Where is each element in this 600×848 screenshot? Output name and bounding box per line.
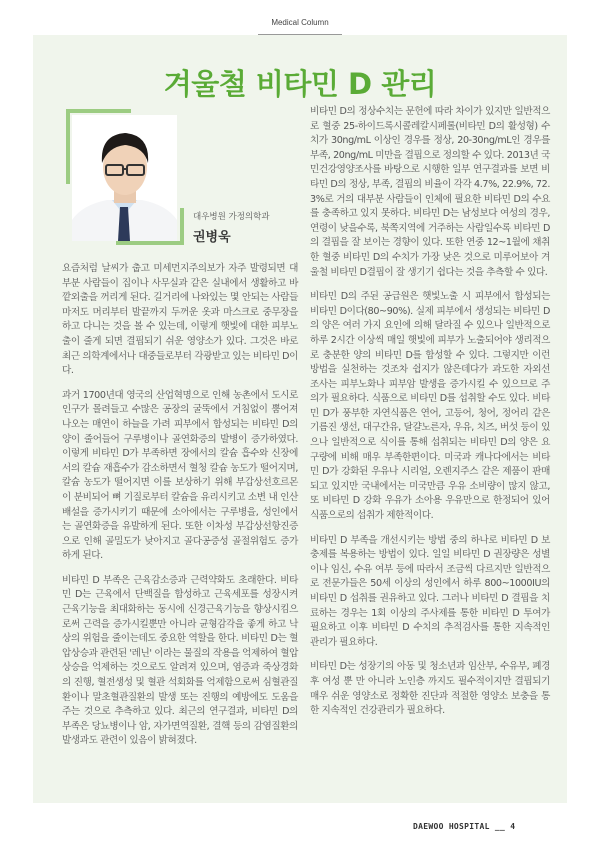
page-footer [413, 822, 515, 831]
author-photo [72, 115, 177, 241]
paragraph: 비타민 D 부족을 개선시키는 방법 중의 하나로 비타민 D 보충제를 복용하는 방법이 있다. 일일 비타민 D 권장량은 성별이나 임신, 수유 여부 등에 따라서 조금씩 다르지만 일반적으로 전문가들은 50세 이상의 성인에서 하루 800~1000IU의 비타민 D 섭취를 권유하고 있다. 그러나 비타민 D 결핍을 치료하는 경우는 1회 이상의 주사제를 통한 비타민 D 투여가 필요하고 이후 비타민 D 수치의 추적검사를 통한 지속적인 관리가 필요하다. [310, 534, 550, 648]
article-title: 겨울철 비타민 D 관리 [163, 67, 437, 101]
author-name: 권병욱 [193, 230, 231, 245]
right-column [310, 105, 550, 719]
paragraph: 비타민 D는 성장기의 아동 및 청소년과 임산부, 수유부, 폐경 후 여성 뿐 만 아니라 노인층 까지도 필수적이지만 결핍되기 매우 쉬운 영양소로 정확한 진단과 적절한 영양소 보충을 통한 지속적인 건강관리가 필요하다. [310, 661, 550, 717]
paragraph: 과거 1700년대 영국의 산업혁명으로 인해 농촌에서 도시로 인구가 몰려들고 수많은 공장의 굴뚝에서 거침없이 뿜어져 나오는 매연이 하늘을 가려 피부에서 합성되는 비타민 D의 양이 줄어들어 구루병이나 골연화증의 발병이 증가하였다. 이렇게 비타민 D가 부족하면 장에서의 칼슘 흡수와 신장에서의 칼슘 재흡수가 감소하면서 혈청 칼슘 농도가 떨어지며, 칼슘 농도가 떨어지면 이를 보상하기 위해 부갑상선호르몬이 분비되어 뼈 기질로부터 칼슘을 유리시키고 소변 내 인산배설을 증가시키기 때문에 소아에서는 구루병을, 성인에서는 골연화증을 유발하게 된다. 또한 이차성 부갑상선항진증으로 인해 골밀도가 낮아지고 골다공증성 골절위험도 증가하게 된다. [62, 389, 298, 562]
paragraph: 비타민 D의 주된 공급원은 햇빛노출 시 피부에서 합성되는 비타민 D이다(80~90%). 실제 피부에서 생성되는 비타민 D의 양은 여러 가지 요인에 의해 달라질 수 있으나 일반적으로 하루 2시간 이상씩 매일 햇빛에 피부가 노출되어야 생리적으로 충분한 양의 비타민 D를 합성할 수 있다. 그렇지만 이런 방법을 실천하는 것조차 쉽지가 않은데다가 과도한 자외선 조사는 피부노화나 피부암 발생을 증가시킬 수 있으므로 주의가 필요하다. 식품으로 비타민 D를 섭취할 수도 있다. 비타민 D가 풍부한 자연식품은 연어, 고등어, 청어, 정어리 같은 기름진 생선, 대구간유, 달걀노른자, 우유, 치즈, 버섯 등이 있으나 일반적으로 식이를 통해 섭취되는 비타민 D의 양은 요구량에 비해 매우 부족한편이다. 미국과 캐나다에서는 비타민 D가 강화된 우유나 시리얼, 오렌지주스 같은 제품이 판매되고 있지만 국내에서는 미국만큼 우유 소비량이 많지 않고, 또 비타민 D 강화 우유가 소아용 우유만으로 한정되어 있어 식품으로의 섭취가 제한적이다. [310, 291, 550, 522]
section-header: Medical Column [271, 18, 329, 27]
left-column [62, 262, 298, 749]
paragraph: 요즘처럼 날씨가 춥고 미세먼지주의보가 자주 발령되면 대부분 사람들이 집이나 사무실과 같은 실내에서 생활하고 바깥외출을 꺼리게 된다. 길거리에 나와있는 몇 안되는 사람들마저도 머리부터 발끝까지 두꺼운 옷과 마스크로 중무장을 하고 다니는 것을 볼 수 있는데, 이렇게 햇빛에 대한 피부노출이 줄게 되면 결핍되기 쉬운 영양소가 있다. 그것은 바로 최근 의학계에서나 대중들로부터 각광받고 있는 비타민 D이다. [62, 263, 298, 377]
photo-frame-top [66, 109, 131, 113]
publication-name: DAEWOO HOSPITAL [413, 822, 490, 831]
photo-frame-right [180, 208, 184, 245]
author-department: 대우병원 가정의학과 [193, 212, 270, 222]
footer-separator: __ [494, 822, 506, 831]
page-number: 4 [510, 822, 516, 831]
paragraph: 비타민 D 부족은 근육감소증과 근력약화도 초래한다. 비타민 D는 근육에서 단백질을 합성하고 근육세포를 성장시켜 근육기능을 최대화하는 동시에 신경근육기능을 향상시킴으로써 근력을 증가시킬뿐만 아니라 균형감각을 좋게 하고 낙상의 위험을 줄이는데도 중요한 역할을 한다. 비타민 D는 혈압상승과 관련된 '레닌' 이라는 물질의 작용을 억제하여 혈압상승을 억제하는 것으로도 알려져 있으며, 염증과 죽상경화의 진행, 혈전생성 및 혈관 석회화를 억제함으로써 심혈관질환이나 말초혈관질환의 발생 또는 진행의 예방에도 도움을 주는 것으로 추측하고 있다. 최근의 연구결과, 비타민 D의 부족은 당뇨병이나 암, 자가면역질환, 결핵 등의 감염질환의 발생과도 관련이 있음이 밝혀졌다. [62, 574, 298, 747]
paragraph: 비타민 D의 정상수치는 문헌에 따라 차이가 있지만 일반적으로 혈중 25-하이드록시콜레칼시페롤(비타민 D의 활성형) 수치가 30ng/mL 이상인 경우를 정상, 20-30ng/mL인 경우를 부족, 20ng/mL 미만을 결핍으로 정의할 수 있다. 2013년 국민건강영양조사를 바탕으로 시행한 일부 연구결과를 보면 비타민 D의 정상, 부족, 결핍의 비율이 각각 4.7%, 22.9%, 72.3%로 거의 대부분 사람들이 인체에 필요한 비타민 D의 수요를 충족하고 있지 못하다. 비타민 D는 남성보다 여성의 경우, 연령이 낮을수록, 북쪽지역에 거주하는 사람일수록 비타민 D의 결핍을 잘 보이는 경향이 있다. 또한 연중 12~1월에 채취한 혈중 비타민 D의 수치가 가장 낮은 것으로 미루어보아 겨울철 비타민 D결핍이 잘 생기기 쉽다는 것을 추측할 수 있다. [310, 106, 550, 278]
photo-frame-left [66, 109, 70, 184]
photo-frame-bottom [116, 241, 184, 245]
